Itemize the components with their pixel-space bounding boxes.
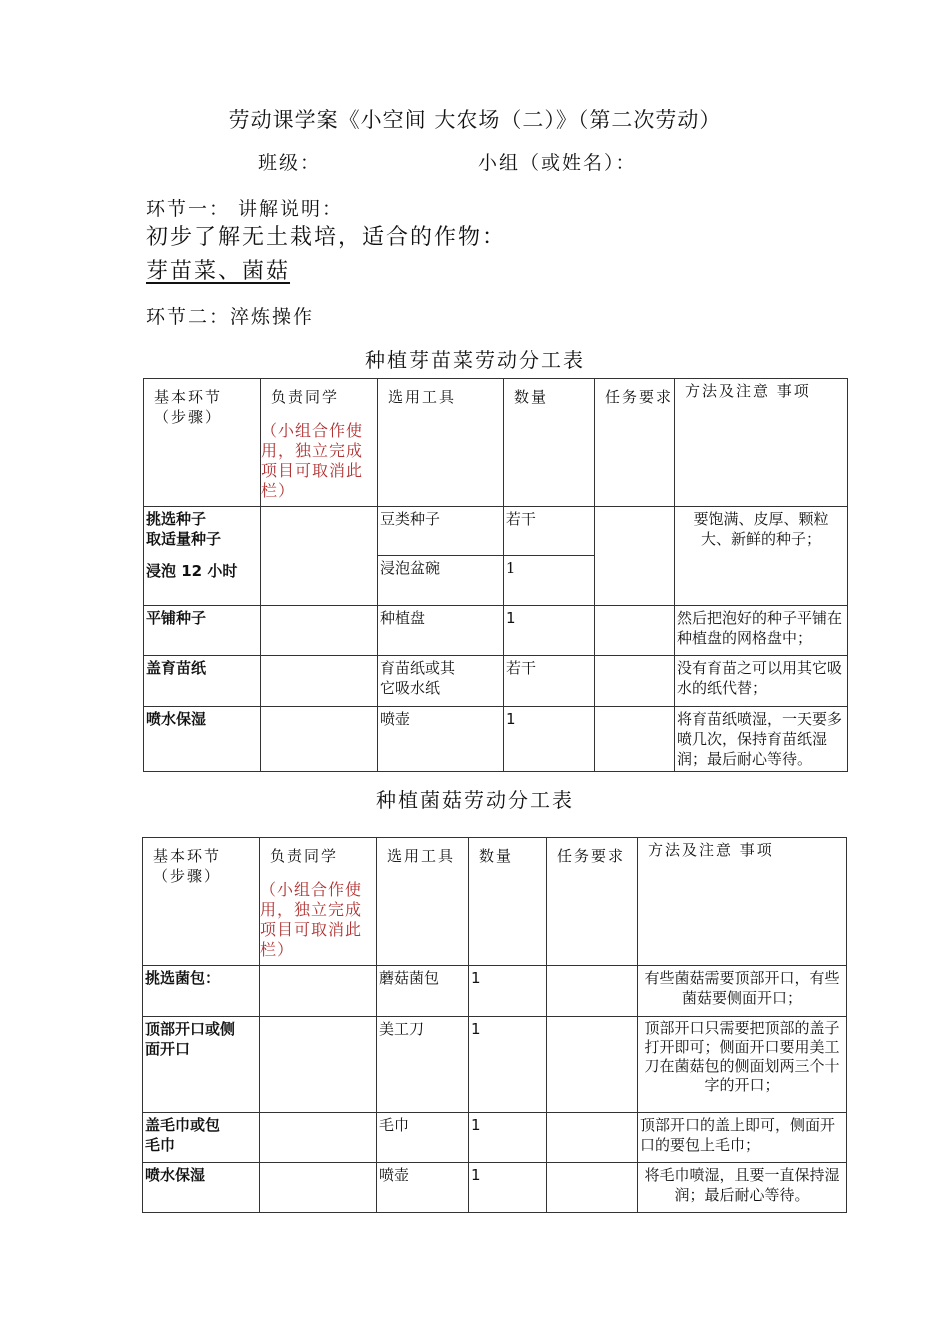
- step-cell: 平铺种子: [144, 606, 261, 656]
- header-tool: 选用工具: [378, 379, 504, 507]
- qty-cell: 1: [503, 555, 594, 605]
- requirement-cell[interactable]: [595, 507, 675, 606]
- tools-subgrid: [378, 507, 595, 606]
- step-cell: 盖毛巾或包毛巾: [143, 1113, 260, 1163]
- tool-cell: 蘑菇菌包: [377, 966, 469, 1017]
- table-header-row: [143, 838, 847, 966]
- step-cell: 盖育苗纸: [144, 656, 261, 707]
- requirement-cell[interactable]: [547, 1113, 638, 1163]
- header-step: 基本环节（步骤）: [143, 838, 260, 966]
- header-qty: 数量: [469, 838, 547, 966]
- method-cell: 然后把泡好的种子平铺在种植盘的网格盘中；: [675, 606, 848, 656]
- table-row: [143, 1163, 847, 1213]
- method-cell: 有些菌菇需要顶部开口，有些菌菇要侧面开口；: [638, 966, 847, 1017]
- requirement-cell[interactable]: [547, 1017, 638, 1113]
- requirement-cell[interactable]: [595, 707, 675, 772]
- method-cell: 要饱满、皮厚、颗粒大、新鲜的种子；: [675, 507, 848, 606]
- method-cell: 没有育苗之可以用其它吸水的纸代替；: [675, 656, 848, 707]
- header-qty: 数量: [504, 379, 595, 507]
- header-step: 基本环节（步骤）: [144, 379, 261, 507]
- qty-cell: 1: [504, 606, 595, 656]
- tool-cell: 毛巾: [377, 1113, 469, 1163]
- step-cell: 挑选种子 取适量种子 浸泡 12 小时: [144, 507, 261, 606]
- qty-cell: 1: [469, 1163, 547, 1213]
- header-method: 方法及注意 事项: [638, 838, 847, 966]
- requirement-cell[interactable]: [595, 656, 675, 707]
- header-requirement: 任务要求: [595, 379, 675, 507]
- person-cell[interactable]: [261, 606, 378, 656]
- table-row: [143, 1113, 847, 1163]
- qty-cell: 1: [469, 1017, 547, 1113]
- method-cell: 将育苗纸喷湿，一天要多喷几次，保持育苗纸湿润；最后耐心等待。: [675, 707, 848, 772]
- page-title: 劳动课学案《小空间 大农场（二）》（第二次劳动）: [228, 108, 722, 132]
- step-cell: 喷水保湿: [144, 707, 261, 772]
- person-cell[interactable]: [261, 507, 378, 606]
- person-cell[interactable]: [261, 656, 378, 707]
- sprout-labor-table: [143, 378, 848, 772]
- method-cell: 将毛巾喷湿，且要一直保持湿润；最后耐心等待。: [638, 1163, 847, 1213]
- group-field-label: 小组（或姓名）：: [478, 152, 637, 174]
- table1-title: 种植芽苗菜劳动分工表: [365, 348, 585, 372]
- tool-cell: 浸泡盆碗: [378, 555, 503, 605]
- tool-cell: 喷壶: [378, 707, 504, 772]
- header-person: 负责同学 （小组合作使用，独立完成项目可取消此栏）: [260, 838, 377, 966]
- header-person: 负责同学 （小组合作使用，独立完成项目可取消此栏）: [261, 379, 378, 507]
- requirement-cell[interactable]: [595, 606, 675, 656]
- table-row: [144, 507, 848, 606]
- table-row: [144, 707, 848, 772]
- mushroom-labor-table: [142, 837, 847, 1213]
- table2-title: 种植菌菇劳动分工表: [376, 788, 574, 812]
- table-row: [144, 606, 848, 656]
- qty-cell: 1: [469, 1113, 547, 1163]
- tool-cell: 美工刀: [377, 1017, 469, 1113]
- qty-cell: 1: [504, 707, 595, 772]
- header-tool: 选用工具: [377, 838, 469, 966]
- step-cell: 顶部开口或侧面开口: [143, 1017, 260, 1113]
- person-cell[interactable]: [261, 707, 378, 772]
- person-column-note: （小组合作使用，独立完成项目可取消此栏）: [260, 880, 363, 959]
- step-cell: 挑选菌包：: [143, 966, 260, 1017]
- table-row: [144, 656, 848, 707]
- tool-cell: 育苗纸或其它吸水纸: [378, 656, 504, 707]
- qty-cell: 若干: [503, 507, 594, 555]
- step-cell: 喷水保湿: [143, 1163, 260, 1213]
- section-one-intro: 初步了解无土栽培，适合的作物：: [146, 225, 507, 250]
- tool-cell: 喷壶: [377, 1163, 469, 1213]
- qty-cell: 1: [469, 966, 547, 1017]
- method-cell: 顶部开口的盖上即可，侧面开口的要包上毛巾；: [638, 1113, 847, 1163]
- header-requirement: 任务要求: [547, 838, 638, 966]
- requirement-cell[interactable]: [547, 1163, 638, 1213]
- section-one-heading: 环节一： 讲解说明：: [146, 198, 344, 220]
- person-column-note: （小组合作使用，独立完成项目可取消此栏）: [261, 421, 364, 500]
- header-method: 方法及注意 事项: [675, 379, 848, 507]
- person-cell[interactable]: [260, 966, 377, 1017]
- table-row: [143, 1017, 847, 1113]
- person-cell[interactable]: [260, 1113, 377, 1163]
- table-header-row: [144, 379, 848, 507]
- tool-cell: 豆类种子: [378, 507, 503, 555]
- requirement-cell[interactable]: [547, 966, 638, 1017]
- section-one-crops: 芽苗菜、菌菇: [146, 259, 291, 284]
- section-two-heading: 环节二：淬炼操作: [146, 306, 315, 328]
- person-cell[interactable]: [260, 1163, 377, 1213]
- person-cell[interactable]: [260, 1017, 377, 1113]
- qty-cell: 若干: [504, 656, 595, 707]
- class-field-label: 班级：: [258, 152, 322, 174]
- method-cell: 顶部开口只需要把顶部的盖子打开即可；侧面开口要用美工刀在菌菇包的侧面划两三个十字的开口；: [638, 1017, 847, 1113]
- tool-cell: 种植盘: [378, 606, 504, 656]
- table-row: [143, 966, 847, 1017]
